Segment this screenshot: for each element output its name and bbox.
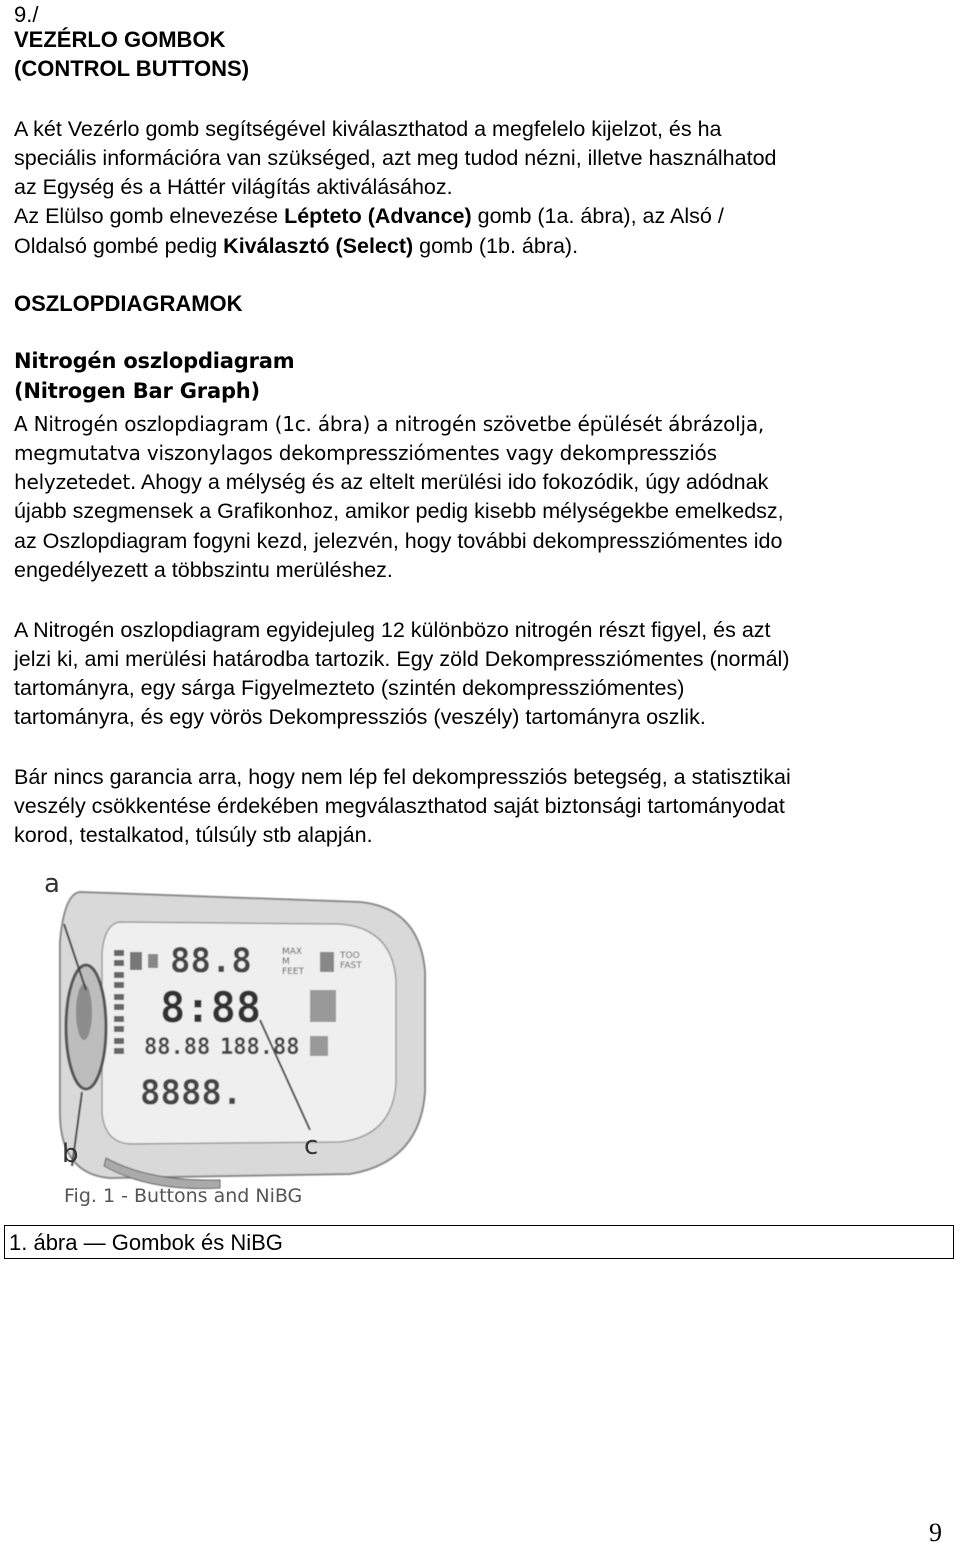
section-number: 9./ <box>14 2 39 27</box>
section-title-line2: (CONTROL BUTTONS) <box>14 56 250 81</box>
text-run: helyzetedet. <box>14 470 137 494</box>
lcd-time: 8:88 <box>160 983 262 1032</box>
lcd-row4: 8888. <box>140 1073 243 1113</box>
lcd-label-max: MAX <box>282 947 303 957</box>
paragraph-line: az Oszlopdiagram fogyni kezd, jelezvén, hogy további dekompressziómentes ido <box>14 529 783 553</box>
lcd-row3-right: 188.88 <box>220 1035 300 1060</box>
lcd-label-feet: FEET <box>282 967 305 977</box>
diver-icon <box>310 990 336 1022</box>
intro-line: az Egység és a Háttér világítás aktiválásához. <box>14 175 453 199</box>
heading-bar-graphs: OSZLOPDIAGRAMOK <box>14 291 243 316</box>
select-button-term: Kiválasztó (Select) <box>223 234 414 258</box>
paragraph-line: jelzi ki, ami merülési határodba tartozik. Egy zöld Dekompressziómentes (normál) <box>14 647 790 671</box>
figure-label: Fig. 1 - Buttons and NiBG <box>64 1185 303 1207</box>
lcd-label-m: M <box>282 957 290 967</box>
intro-line: A két Vezérlo gomb segítségével kiválaszthatod a megfelelo kijelzot, és ha <box>14 117 722 141</box>
paragraph-line: megmutatva viszonylagos dekompressziómentes vagy dekompressziós <box>14 441 717 465</box>
label-c: c <box>304 1131 319 1161</box>
text-run: Oldalsó gombé pedig <box>14 234 224 258</box>
lcd-depth: 88.8 <box>170 941 252 981</box>
paragraph-line: újabb szegmensek a Grafikonhoz, amikor pedig kisebb mélységekbe emelkedsz, <box>14 499 784 523</box>
section-title-line1: VEZÉRLO GOMBOK <box>14 27 226 52</box>
text-run: gomb (1a. ábra), az Alsó / <box>471 204 724 228</box>
paragraph-line: tartományra, egy sárga Figyelmezteto (szintén dekompressziómentes) <box>14 676 685 700</box>
figure-caption-box <box>4 1225 954 1259</box>
paragraph-line: korod, testalkatod, túlsúly stb alapján. <box>14 823 373 847</box>
label-b: b <box>62 1139 79 1169</box>
label-a: a <box>44 869 60 899</box>
subheading-nitrogen-en: (Nitrogen Bar Graph) <box>14 379 260 403</box>
lcd-row3-left: 88.88 <box>144 1035 211 1060</box>
paragraph-line: veszély csökkentése érdekében megválaszthatod saját biztonsági tartományodat <box>14 794 785 818</box>
lcd-label-too: TOO <box>340 951 360 961</box>
advance-button-highlight <box>76 984 92 1040</box>
paragraph-line: Bár nincs garancia arra, hogy nem lép fel dekompressziós betegség, a statisztikai <box>14 765 791 789</box>
ascent-icon <box>320 952 334 972</box>
intro-line <box>14 233 578 259</box>
paragraph-line <box>14 469 768 495</box>
text-run: gomb (1b. ábra). <box>413 234 579 258</box>
paragraph-line: tartományra, és egy vörös Dekompressziós (veszély) tartományra oszlik. <box>14 705 706 729</box>
figure-caption: 1. ábra — Gombok és NiBG <box>9 1230 283 1255</box>
intro-line <box>14 203 724 229</box>
lcd-label-fast: FAST <box>340 961 362 971</box>
o2-icon <box>130 952 142 970</box>
intro-line: speciális információra van szükséged, azt meg tudod nézni, illetve használhatod <box>14 146 777 170</box>
battery-icon <box>148 954 158 968</box>
advance-button-term: Lépteto (Advance) <box>284 204 472 228</box>
paragraph-line: A Nitrogén oszlopdiagram (1c. ábra) a nitrogén szövetbe épülését ábrázolja, <box>14 412 765 436</box>
text-run: Ahogy a mélység és az eltelt merülési ido fokozódik, úgy adódnak <box>136 470 769 494</box>
paragraph-line: A Nitrogén oszlopdiagram egyidejuleg 12 különbözo nitrogén részt figyel, és azt <box>14 618 771 642</box>
text-run: Az Elülso gomb elnevezése <box>14 204 285 228</box>
page-number: 9 <box>929 1518 942 1547</box>
status-icon <box>310 1036 328 1056</box>
dive-computer-figure <box>20 862 460 1220</box>
subheading-nitrogen: Nitrogén oszlopdiagram <box>14 349 295 373</box>
paragraph-line: engedélyezett a többszintu merüléshez. <box>14 558 393 582</box>
